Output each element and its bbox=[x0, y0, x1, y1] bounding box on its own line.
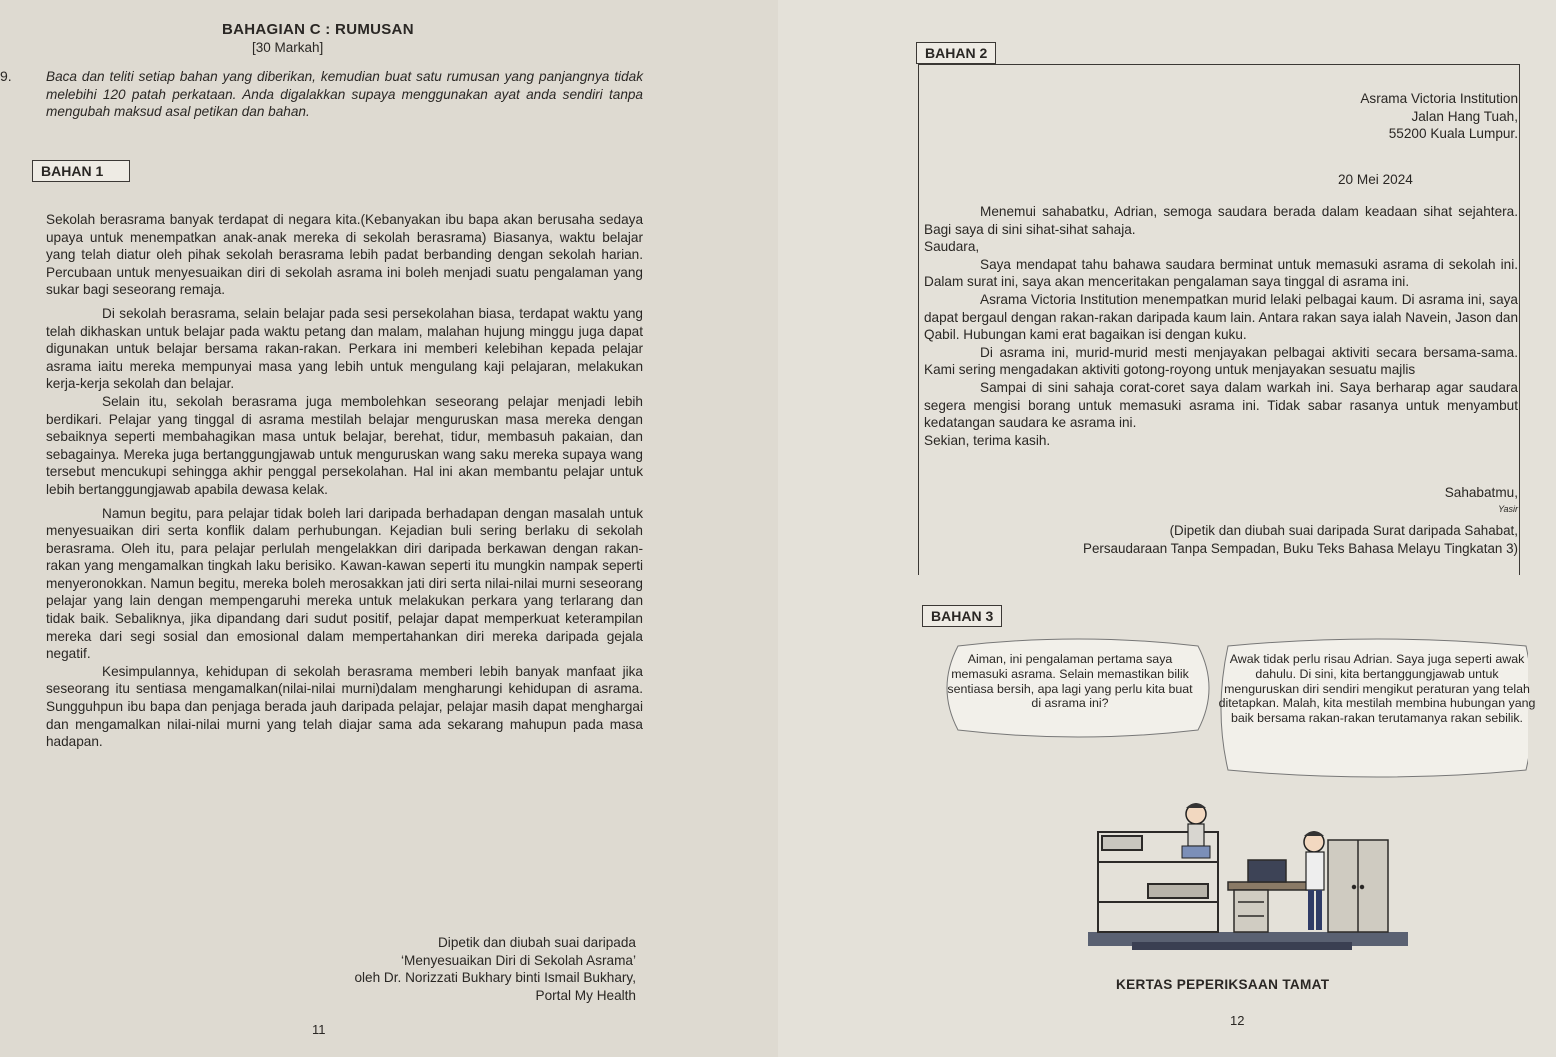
bahan1-paragraph-2: Di sekolah berasrama, selain belajar pada sesi persekolahan biasa, terdapat waktu yang telah dikhaskan untuk belajar pada waktu petang dan malam, malahan hujung minggu juga dapat digunakan untuk belajar bersama rakan-rakan. Perkara ini memberi kelebihan kepada pelajar asrama iaitu mereka mempunyai masa yang lebih untuk mengulang kaji pelajaran, melakukan kerja-kerja sekolah dan belajar. bbox=[46, 305, 643, 392]
address-line: 55200 Kuala Lumpur. bbox=[1388, 126, 1518, 141]
letter-paragraph-1: Menemui sahabatku, Adrian, semoga saudara berada dalam keadaan sihat sejahtera. Bagi saya di sini sihat-sihat sahaja. bbox=[924, 204, 1518, 237]
bahan3-label: BAHAN 3 bbox=[922, 605, 1002, 627]
question-instruction: Baca dan teliti setiap bahan yang diberikan, kemudian buat satu rumusan yang panjangnya tidak melebihi 120 patah perkataan. Anda digalakkan supaya menggunakan ayat anda sendiri tanpa mengubah maksud asal petikan dan bahan. bbox=[46, 69, 643, 120]
bahan1-paragraph-1: Sekolah berasrama banyak terdapat di negara kita.(Kebanyakan ibu bapa akan berusaha sedaya upaya untuk menempatkan anak-anak mereka di sekolah berasrama) Biasanya, waktu belajar yang telah diatur oleh pihak sekolah berasrama lebih padat berbanding dengan sekolah harian. Percubaan untuk menyesuaikan diri di sekolah asrama ini boleh menjadi suatu pengalaman yang sukar bagi seseorang remaja. bbox=[46, 212, 643, 298]
letter-address bbox=[1298, 90, 1518, 143]
bahan1-text bbox=[46, 211, 643, 751]
address-line: Jalan Hang Tuah, bbox=[1411, 108, 1518, 124]
bahan2-source bbox=[1018, 522, 1518, 557]
end-of-paper-text: KERTAS PEPERIKSAAN TAMAT bbox=[1116, 977, 1330, 992]
bahan1-label: BAHAN 1 bbox=[32, 160, 130, 182]
bahan1-source bbox=[300, 934, 636, 1004]
source-line: Dipetik dan diubah suai daripada bbox=[437, 935, 636, 950]
source-line: Portal My Health bbox=[535, 987, 636, 1003]
marks-label: [30 Markah] bbox=[252, 40, 324, 55]
source-line: Persaudaraan Tanpa Sempadan, Buku Teks Bahasa Melayu Tingkatan 3) bbox=[1083, 540, 1518, 556]
bahan1-paragraph-4: Namun begitu, para pelajar tidak boleh lari daripada berhadapan dengan masalah untuk menyesuaikan diri serta konflik dalam perhubungan. Kejadian buli sering berlaku di sekolah berasrama. Oleh itu, para pelajar perlulah mengelakkan diri daripada berkawan dengan rakan-rakan yang mengamalkan tingkah laku berisiko. Kawan-kawan seperti itu mungkin nampak seperti menyeronokkan. Namun begitu, mereka boleh merosakkan jati diri serta nilai-nilai murni seseorang pelajar yang lain dengan mempengaruhi mereka untuk melakukan perkara yang terlarang dan tidak baik. Sebaliknya, jika dipandang dari sudut positif, pelajar dapat memperkuat keterampilan mereka dari segi sosial dan emosional dalam mempertahankan diri mereka daripada gejala negatif. bbox=[46, 505, 643, 662]
letter-signature: Yasir bbox=[1498, 504, 1518, 514]
source-line: ‘Menyesuaikan Diri di Sekolah Asrama’ bbox=[401, 952, 636, 968]
page-number: 12 bbox=[1230, 1013, 1245, 1028]
question-number: 9. bbox=[0, 68, 12, 84]
dormitory-illustration bbox=[1028, 792, 1428, 962]
letter-date: 20 Mei 2024 bbox=[1338, 172, 1413, 187]
bahan1-paragraph-5: Kesimpulannya, kehidupan di sekolah berasrama memberi lebih banyak manfaat jika seseorang itu sentiasa mengamalkan(nilai-nilai murni)dalam mengharungi kehidupan di asrama. Sungguhpun ibu bapa dan penjaga berada jauh daripada pelajar, pelajar masih dapat menghargai dan mengamalkan nilai-nilai murni yang telah diajar sama ada sekarang mahupun pada masa hadapan. bbox=[46, 663, 643, 750]
bubble-left-text: Aiman, ini pengalaman pertama saya memasuki asrama. Selain memastikan bilik sentiasa bersih, apa lagi yang perlu kita buat di asrama ini? bbox=[947, 652, 1193, 711]
cupboard-icon bbox=[1328, 840, 1388, 932]
source-line: oleh Dr. Norizzati Bukhary binti Ismail Bukhary, bbox=[354, 970, 636, 986]
bahan1-paragraph-3: Selain itu, sekolah berasrama juga membolehkan seseorang pelajar menjadi lebih berdikari. Pelajar yang tinggal di asrama mestilah belajar menguruskan masa mereka dengan sebaiknya seperti membahagikan masa untuk belajar, berehat, tidur, membasuh pakaian, dan sebagainya. Mereka juga bertanggungjawab untuk menguruskan wang saku mereka supaya wang tersebut mencukupi sehingga akhir penggal persekolahan. Hal ini akan membantu pelajar untuk lebih bertanggungjawab apabila dewasa kelak. bbox=[46, 393, 643, 497]
right-page bbox=[778, 0, 1556, 1057]
page-number: 11 bbox=[312, 1022, 326, 1037]
address-line: Asrama Victoria Institution bbox=[1360, 91, 1518, 106]
letter-greeting: Saudara, bbox=[924, 239, 980, 255]
bubble-right-text: Awak tidak perlu risau Adrian. Saya juga seperti awak dahulu. Di sini, kita bertanggungjawab untuk menguruskan diri sendiri mengikut peraturan yang telah ditetapkan. Malah, kita mestilah membina hubungan yang baik bersama rakan-rakan terutamanya rakan sebilik. bbox=[1218, 652, 1536, 726]
letter-paragraph-2: Saya mendapat tahu bahawa saudara berminat untuk memasuki asrama di sekolah ini. Dalam surat ini, saya akan menceritakan pengalaman saya tinggal di asrama ini. bbox=[924, 256, 1518, 290]
source-line: (Dipetik dan diubah suai daripada Surat daripada Sahabat, bbox=[1169, 523, 1518, 538]
letter-paragraph-4: Di asrama ini, murid-murid mesti menjayakan pelbagai aktiviti secara bersama-sama. Kami sering mengadakan aktiviti gotong-royong untuk menjayakan sesuatu majlis bbox=[924, 344, 1518, 378]
bahan2-label: BAHAN 2 bbox=[916, 42, 996, 64]
letter-paragraph-3: Asrama Victoria Institution menempatkan murid lelaki pelbagai kaum. Di asrama ini, saya dapat bergaul dengan rakan-rakan daripada kaum lain. Antara rakan saya ialah Navein, Jason dan Qabil. Hubungan kami erat bagaikan isi dengan kuku. bbox=[924, 291, 1518, 343]
letter-closing: Sekian, terima kasih. bbox=[924, 432, 1051, 448]
section-title: BAHAGIAN C : RUMUSAN bbox=[222, 21, 414, 38]
letter-paragraph-5: Sampai di sini sahaja corat-coret saya dalam warkah ini. Saya berharap agar saudara segera mengisi borang untuk memasuki asrama ini. Tidak sabar rasanya untuk menyambut kedatangan saudara ke asrama ini. bbox=[924, 379, 1518, 431]
letter-body bbox=[924, 203, 1518, 449]
letter-signoff: Sahabatmu, bbox=[1444, 485, 1518, 500]
